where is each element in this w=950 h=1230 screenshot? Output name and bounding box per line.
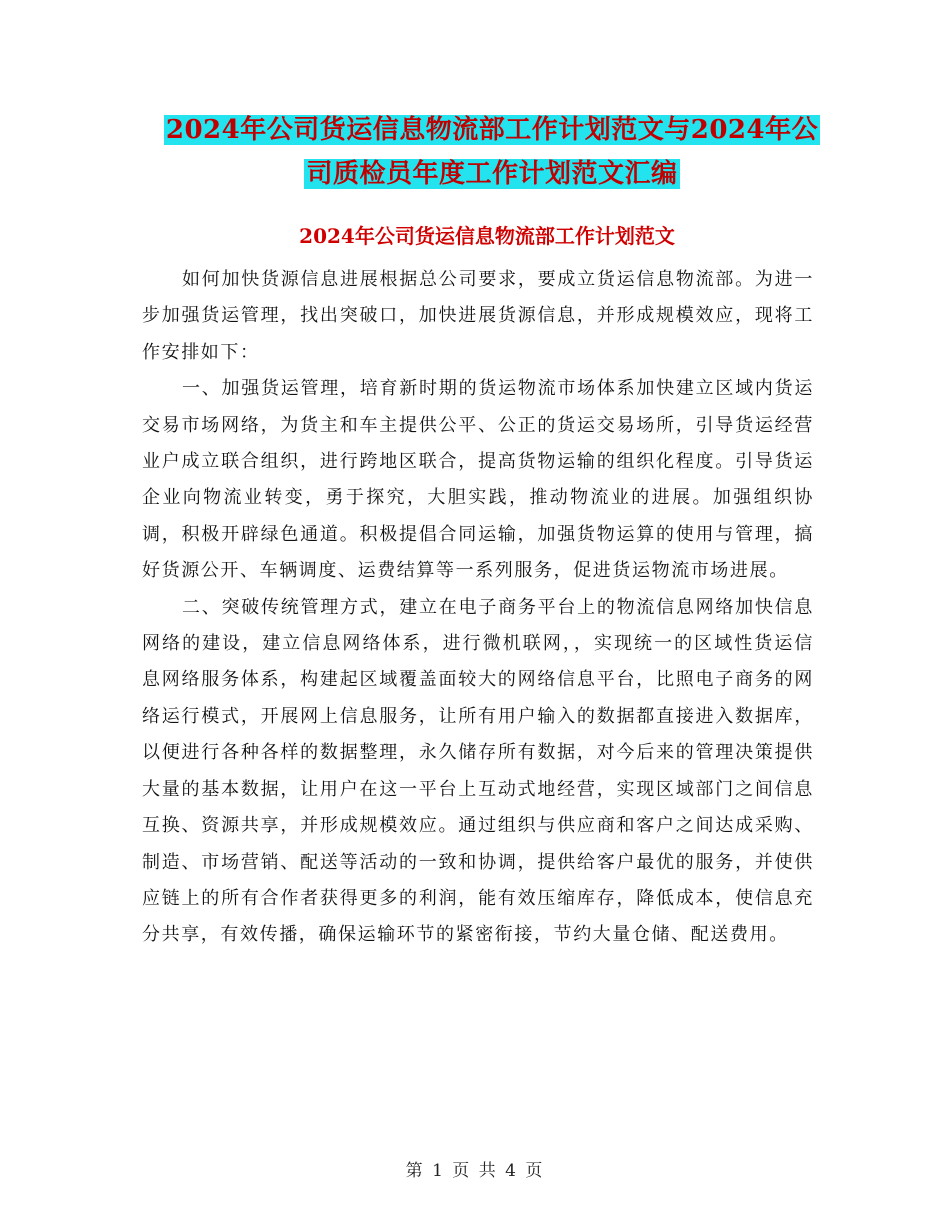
document-title: [142, 108, 842, 196]
document-body: [142, 262, 814, 954]
page-footer: 第 1 页 共 4 页: [405, 1161, 545, 1181]
document-title-line1: 2024年公司货运信息物流部工作计划范文与2024年公: [165, 115, 819, 145]
paragraph-section-2: 二、突破传统管理方式，建立在电子商务平台上的物流信息网络加快信息网络的建设，建立信息网络体系，进行微机联网，，实现统一的区域性货运信息网络服务体系，构建起区域覆盖面较大的网络信息平台，比照电子商务的网络运行模式，开展网上信息服务，让所有用户输入的数据都直接进入数据库，以便进行各种各样的数据整理，永久储存所有数据，对今后来的管理决策提供大量的基本数据，让用户在这一平台上互动式地经营，实现区域部门之间信息互换、资源共享，并形成规模效应。通过组织与供应商和客户之间达成采购、制造、市场营销、配送等活动的一致和协调，提供给客户最优的服务，并使供应链上的所有合作者获得更多的利润，能有效压缩库存，降低成本，使信息充分共享，有效传播，确保运输环节的紧密衔接，节约大量仓储、配送费用。: [142, 596, 814, 946]
document-title-line2: 司质检员年度工作计划范文汇编: [306, 159, 678, 189]
paragraph-section-1: 一、加强货运管理，培育新时期的货运物流市场体系加快建立区域内货运交易市场网络，为货主和车主提供公平、公正的货运交易场所，引导货运经营业户成立联合组织，进行跨地区联合，提高货物运输的组织化程度。引导货运企业向物流业转变，勇于探究，大胆实践，推动物流业的进展。加强组织协调，积极开辟绿色通道。积极提倡合同运输，加强货物运算的使用与管理，搞好货源公开、车辆调度、运费结算等一系列服务，促进货运物流市场进展。: [142, 378, 814, 582]
section-title: 2024年公司货运信息物流部工作计划范文: [299, 224, 675, 248]
paragraph-intro: 如何加快货源信息进展根据总公司要求，要成立货运信息物流部。为进一步加强货运管理，找出突破口，加快进展货源信息，并形成规模效应，现将工作安排如下：: [142, 269, 814, 363]
